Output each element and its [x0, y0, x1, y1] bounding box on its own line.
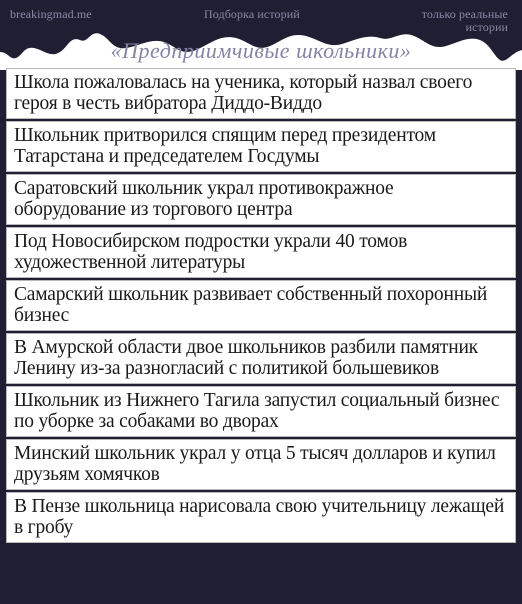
story-item[interactable]: Школа пожаловалась на ученика, который назвал своего героя в честь вибратора Диддо-Виддо: [6, 68, 516, 119]
story-collection-link[interactable]: Подборка историй: [204, 7, 300, 21]
page-title: «Предприимчивые школьники»: [110, 38, 412, 63]
story-item[interactable]: В Пензе школьница нарисовала свою учительницу лежащей в гробу: [6, 492, 516, 543]
story-item[interactable]: Под Новосибирском подростки украли 40 томов художественной литературы: [6, 227, 516, 278]
story-item[interactable]: Самарский школьник развивает собственный похоронный бизнес: [6, 280, 516, 331]
story-item[interactable]: Школьник из Нижнего Тагила запустил социальный бизнес по уборке за собаками во дворах: [6, 386, 516, 437]
story-item[interactable]: Школьник притворился спящим перед президентом Татарстана и председателем Госдумы: [6, 121, 516, 172]
story-item[interactable]: Минский школьник украл у отца 5 тысяч долларов и купил друзьям хомячков: [6, 439, 516, 490]
story-item[interactable]: В Амурской области двое школьников разбили памятник Ленину из-за разногласий с политикой большевиков: [6, 333, 516, 384]
site-link[interactable]: breakingmad.me: [10, 7, 92, 21]
story-list: [6, 68, 516, 545]
real-stories-link[interactable]: только реальные истории: [421, 7, 508, 34]
header: [0, 0, 522, 70]
story-item[interactable]: Саратовский школьник украл противокражное оборудование из торгового центра: [6, 174, 516, 225]
